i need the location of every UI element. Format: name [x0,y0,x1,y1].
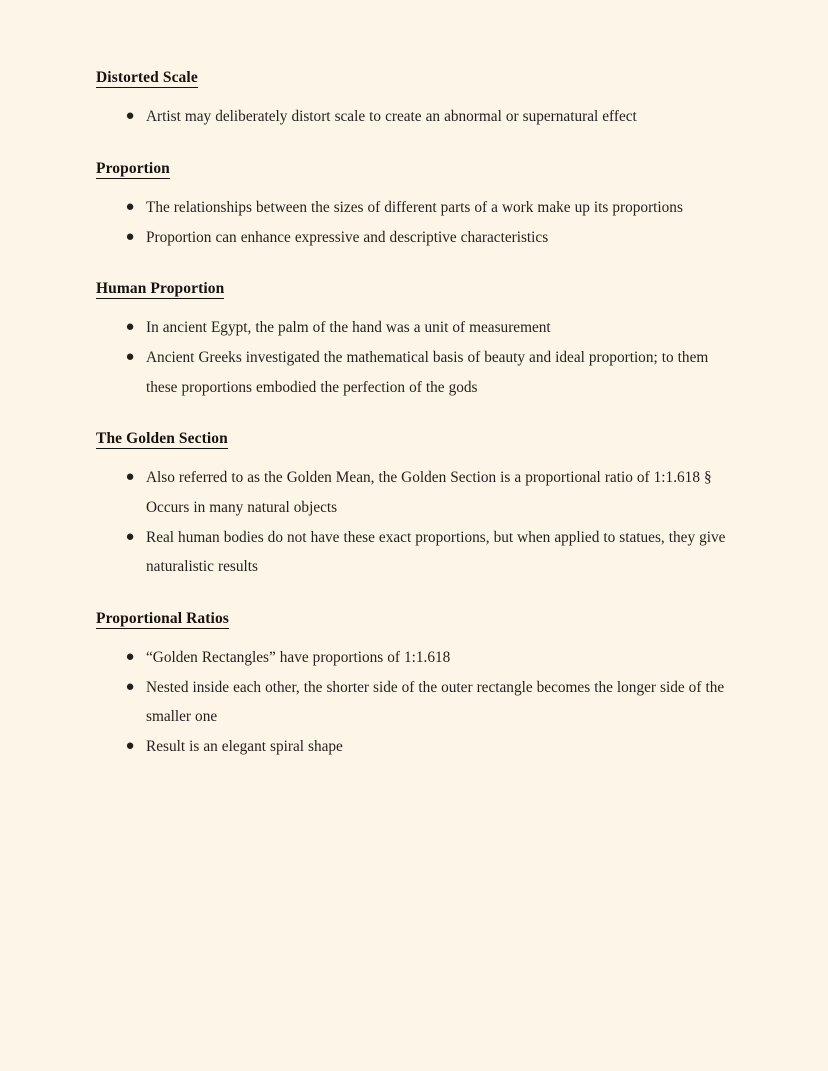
list-item-text: In ancient Egypt, the palm of the hand was a unit of measurement [146,319,551,336]
section-proportional-ratios [96,609,732,762]
list-item [96,343,732,402]
bullet-list [96,102,732,132]
section-heading-text: Distorted Scale [96,69,198,86]
list-item [96,463,732,522]
section-heading-text: Human Proportion [96,280,225,297]
section-spacer [96,582,732,609]
list-item-text: “Golden Rectangles” have proportions of 1:1.618 [146,648,451,666]
list-item-text: Also referred to as the Golden Mean, the Golden Section is a proportional ratio of 1:1.618 § Occurs in many natural objects [146,469,712,516]
section-spacer [96,132,732,159]
list-item [96,673,732,732]
list-item-text: The relationships between the sizes of different parts of a work make up its proportions [146,198,683,216]
list-item-text: Artist may deliberately distort scale to create an abnormal or supernatural effect [146,108,637,125]
bullet-icon: ● [125,198,135,215]
bullet-icon: ● [125,648,135,665]
section-heading [96,159,732,179]
section-heading-text: The Golden Section [96,430,228,447]
bullet-icon: ● [125,349,135,365]
bullet-icon: ● [125,469,135,485]
bullet-icon: ● [125,528,135,545]
section-distorted-scale [96,68,732,159]
section-spacer [96,252,732,279]
list-item-text: Real human bodies do not have these exact proportions, but when applied to statues, they give naturalistic results [146,528,726,575]
section-spacer [96,402,732,429]
bullet-list [96,193,732,253]
list-item [96,643,732,673]
list-item [96,523,732,582]
list-item [96,102,732,132]
bullet-list [96,463,732,582]
section-heading [96,609,732,629]
bullet-icon: ● [125,678,135,695]
section-heading [96,279,732,299]
list-item [96,193,732,223]
list-item [96,313,732,343]
list-item-text: Ancient Greeks investigated the mathematical basis of beauty and ideal proportion; to them these proportions embodied the perfection of the gods [146,349,709,396]
document-body [96,68,732,762]
bullet-list [96,313,732,402]
list-item-text: Result is an elegant spiral shape [146,738,343,755]
section-heading [96,68,732,88]
list-item [96,732,732,762]
bullet-list [96,643,732,762]
section-proportion [96,159,732,280]
bullet-icon: ● [125,319,135,335]
bullet-icon: ● [125,738,135,754]
bullet-icon: ● [125,108,135,124]
list-item [96,223,732,253]
section-heading [96,429,732,449]
list-item-text: Nested inside each other, the shorter side of the outer rectangle becomes the longer side of the smaller one [146,678,725,725]
section-the-golden-section [96,429,732,609]
section-heading-text: Proportion [96,159,170,177]
bullet-icon: ● [125,228,135,245]
section-heading-text: Proportional Ratios [96,609,229,627]
list-item-text: Proportion can enhance expressive and descriptive characteristics [146,228,549,246]
section-human-proportion [96,279,732,429]
